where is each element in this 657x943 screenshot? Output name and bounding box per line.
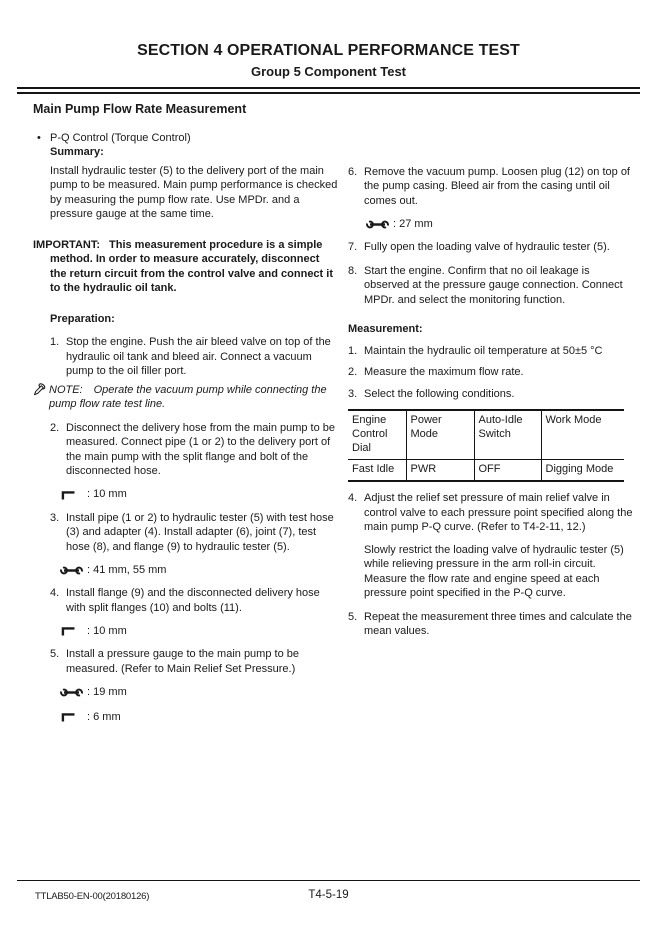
footer-page-number: T4-5-19 [308,889,349,901]
step-number: 2. [50,421,60,434]
step-text: Disconnect the delivery hose from the main pump to be measured. Connect pipe (1 or 2) to the delivery port of the main pump with the split flange and bolt of the disconnected hose. [66,421,336,477]
step-number: 5. [50,648,60,660]
cell-auto-idle-switch: OFF [474,460,541,482]
right-column [348,165,637,725]
prep-step-7 [348,240,637,255]
tool-size-line [60,685,338,699]
header-double-rule [17,87,640,94]
summary-label: Summary: [50,146,104,158]
page-heading: Main Pump Flow Rate Measurement [33,102,247,116]
tool-size-text: : 10 mm [87,624,127,637]
col-header-engine-control-dial: Engine Control Dial [348,410,406,460]
prep-step-1 [50,335,338,379]
step-number: 8. [348,264,358,277]
step-paragraph-2: Slowly restrict the loading valve of hydraulic tester (5) while relieving pressure in the arm roll-in circuit. Measure the flow rate and engine speed at each pressure point specified in the P-Q curve. [364,543,624,599]
prep-step-3 [50,511,338,555]
col-header-power-mode: Power Mode [406,410,474,460]
conditions-table [348,409,624,482]
prep-step-2 [50,421,338,479]
hex-key-icon [60,626,87,636]
step-text: Install a pressure gauge to the main pump to be measured. (Refer to Main Relief Set Pressure.) [66,648,299,675]
section-title: SECTION 4 OPERATIONAL PERFORMANCE TEST [137,42,520,59]
bullet-item-label: P-Q Control (Torque Control) [50,131,191,144]
tool-size-text: : 19 mm [87,685,127,698]
measurement-step-1 [348,344,637,359]
footer-rule [17,880,640,881]
important-text: This measurement procedure is a simple method. In order to measure accurately, disconnect the return circuit from the control valve and connect it to the hydraulic oil tank. [50,238,333,294]
step-text: Repeat the measurement three times and calculate the mean values. [364,610,632,637]
measurement-label: Measurement: [348,323,423,335]
cell-engine-control-dial: Fast Idle [352,463,395,475]
step-text: Select the following conditions. [364,387,515,400]
conditions-table-row [348,460,624,482]
step-text: Install flange (9) and the disconnected delivery hose with split flanges (10) and bolts (11). [66,587,320,614]
step-number: 1. [50,336,60,348]
step-number: 4. [50,587,60,599]
step-text: Measure the maximum flow rate. [364,366,524,378]
preparation-label: Preparation: [50,312,115,325]
measurement-step-3 [348,387,637,402]
wrench-icon [366,219,393,230]
tool-size-line [60,710,338,724]
pencil-note-icon [33,383,46,396]
bullet-glyph: • [37,131,41,144]
step-text [364,491,637,601]
note-label: NOTE: [49,383,83,396]
tool-size-line [60,563,338,577]
step-number: 6. [348,165,358,178]
cell-power-mode: PWR [406,460,474,482]
prep-step-8 [348,264,637,308]
prep-step-6 [348,165,637,209]
col-header-auto-idle-switch: Auto-Idle Switch [474,410,541,460]
tool-size-line [60,488,338,502]
measurement-step-5 [348,610,637,639]
step-text: Stop the engine. Push the air bleed valve on top of the hydraulic oil tank and bleed air. Connect a vacuum pump to the oil filler port. [66,336,331,377]
summary-text: Install hydraulic tester (5) to the delivery port of the main pump to be measured. Main pump performance is checked by measuring the pump flow rate. Use MPDr. and a pressure gauge at the same time. [50,164,338,220]
note-block [33,383,338,412]
step-number: 2. [348,366,358,378]
step-text: Maintain the hydraulic oil temperature at 50±5 °C [364,344,603,357]
prep-step-4 [50,586,338,615]
wrench-icon [60,687,87,698]
step-number: 4. [348,492,358,504]
cell-work-mode: Digging Mode [541,460,624,482]
left-column [33,131,338,725]
step-text: Start the engine. Confirm that no oil leakage is observed at the pressure gauge connection. Connect MPDr. and select the monitoring function. [364,264,623,306]
step-text: Remove the vacuum pump. Loosen plug (12) on top of the pump casing. Bleed air from the casing until oil comes out. [364,165,630,207]
tool-size-text: : 27 mm [393,217,433,230]
tool-size-text: : 6 mm [87,710,121,723]
tool-size-line [60,624,338,638]
wrench-icon [60,565,87,576]
hex-key-icon [60,712,87,722]
important-label: IMPORTANT: [33,238,101,251]
step-number: 3. [348,387,358,400]
tool-size-line [366,217,637,231]
two-column-body [33,131,657,725]
group-title: Group 5 Component Test [250,63,407,79]
bullet-item [33,131,338,146]
step-text: Install pipe (1 or 2) to hydraulic tester (5) with test hose (3) and adapter (4). Install adapter (6), joint (7), test hose (8), and flange (9) to hydraulic tester (5). [66,511,334,553]
step-number: 3. [50,511,60,524]
tool-size-text: : 41 mm, 55 mm [87,563,167,576]
step-number: 5. [348,610,358,623]
prep-step-5 [50,647,338,676]
tool-size-text: : 10 mm [87,488,127,501]
measurement-step-2 [348,365,637,380]
step-number: 1. [348,344,358,357]
important-notice [33,238,338,296]
step-text: Fully open the loading valve of hydraulic tester (5). [364,241,610,253]
hex-key-icon [60,490,87,500]
note-text: Operate the vacuum pump while connecting the pump flow rate test line. [49,383,327,410]
conditions-table-header-row [348,410,624,460]
step-paragraph-1: Adjust the relief set pressure of main relief valve in control valve to each pressure point specified along the main pump P-Q curve. (Refer to T4-2-11, 12.) [364,492,633,533]
col-header-work-mode: Work Mode [541,410,624,460]
step-number: 7. [348,241,358,253]
footer-doc-code: TTLAB50-EN-00(20180126) [35,891,150,902]
measurement-step-4 [348,491,637,601]
